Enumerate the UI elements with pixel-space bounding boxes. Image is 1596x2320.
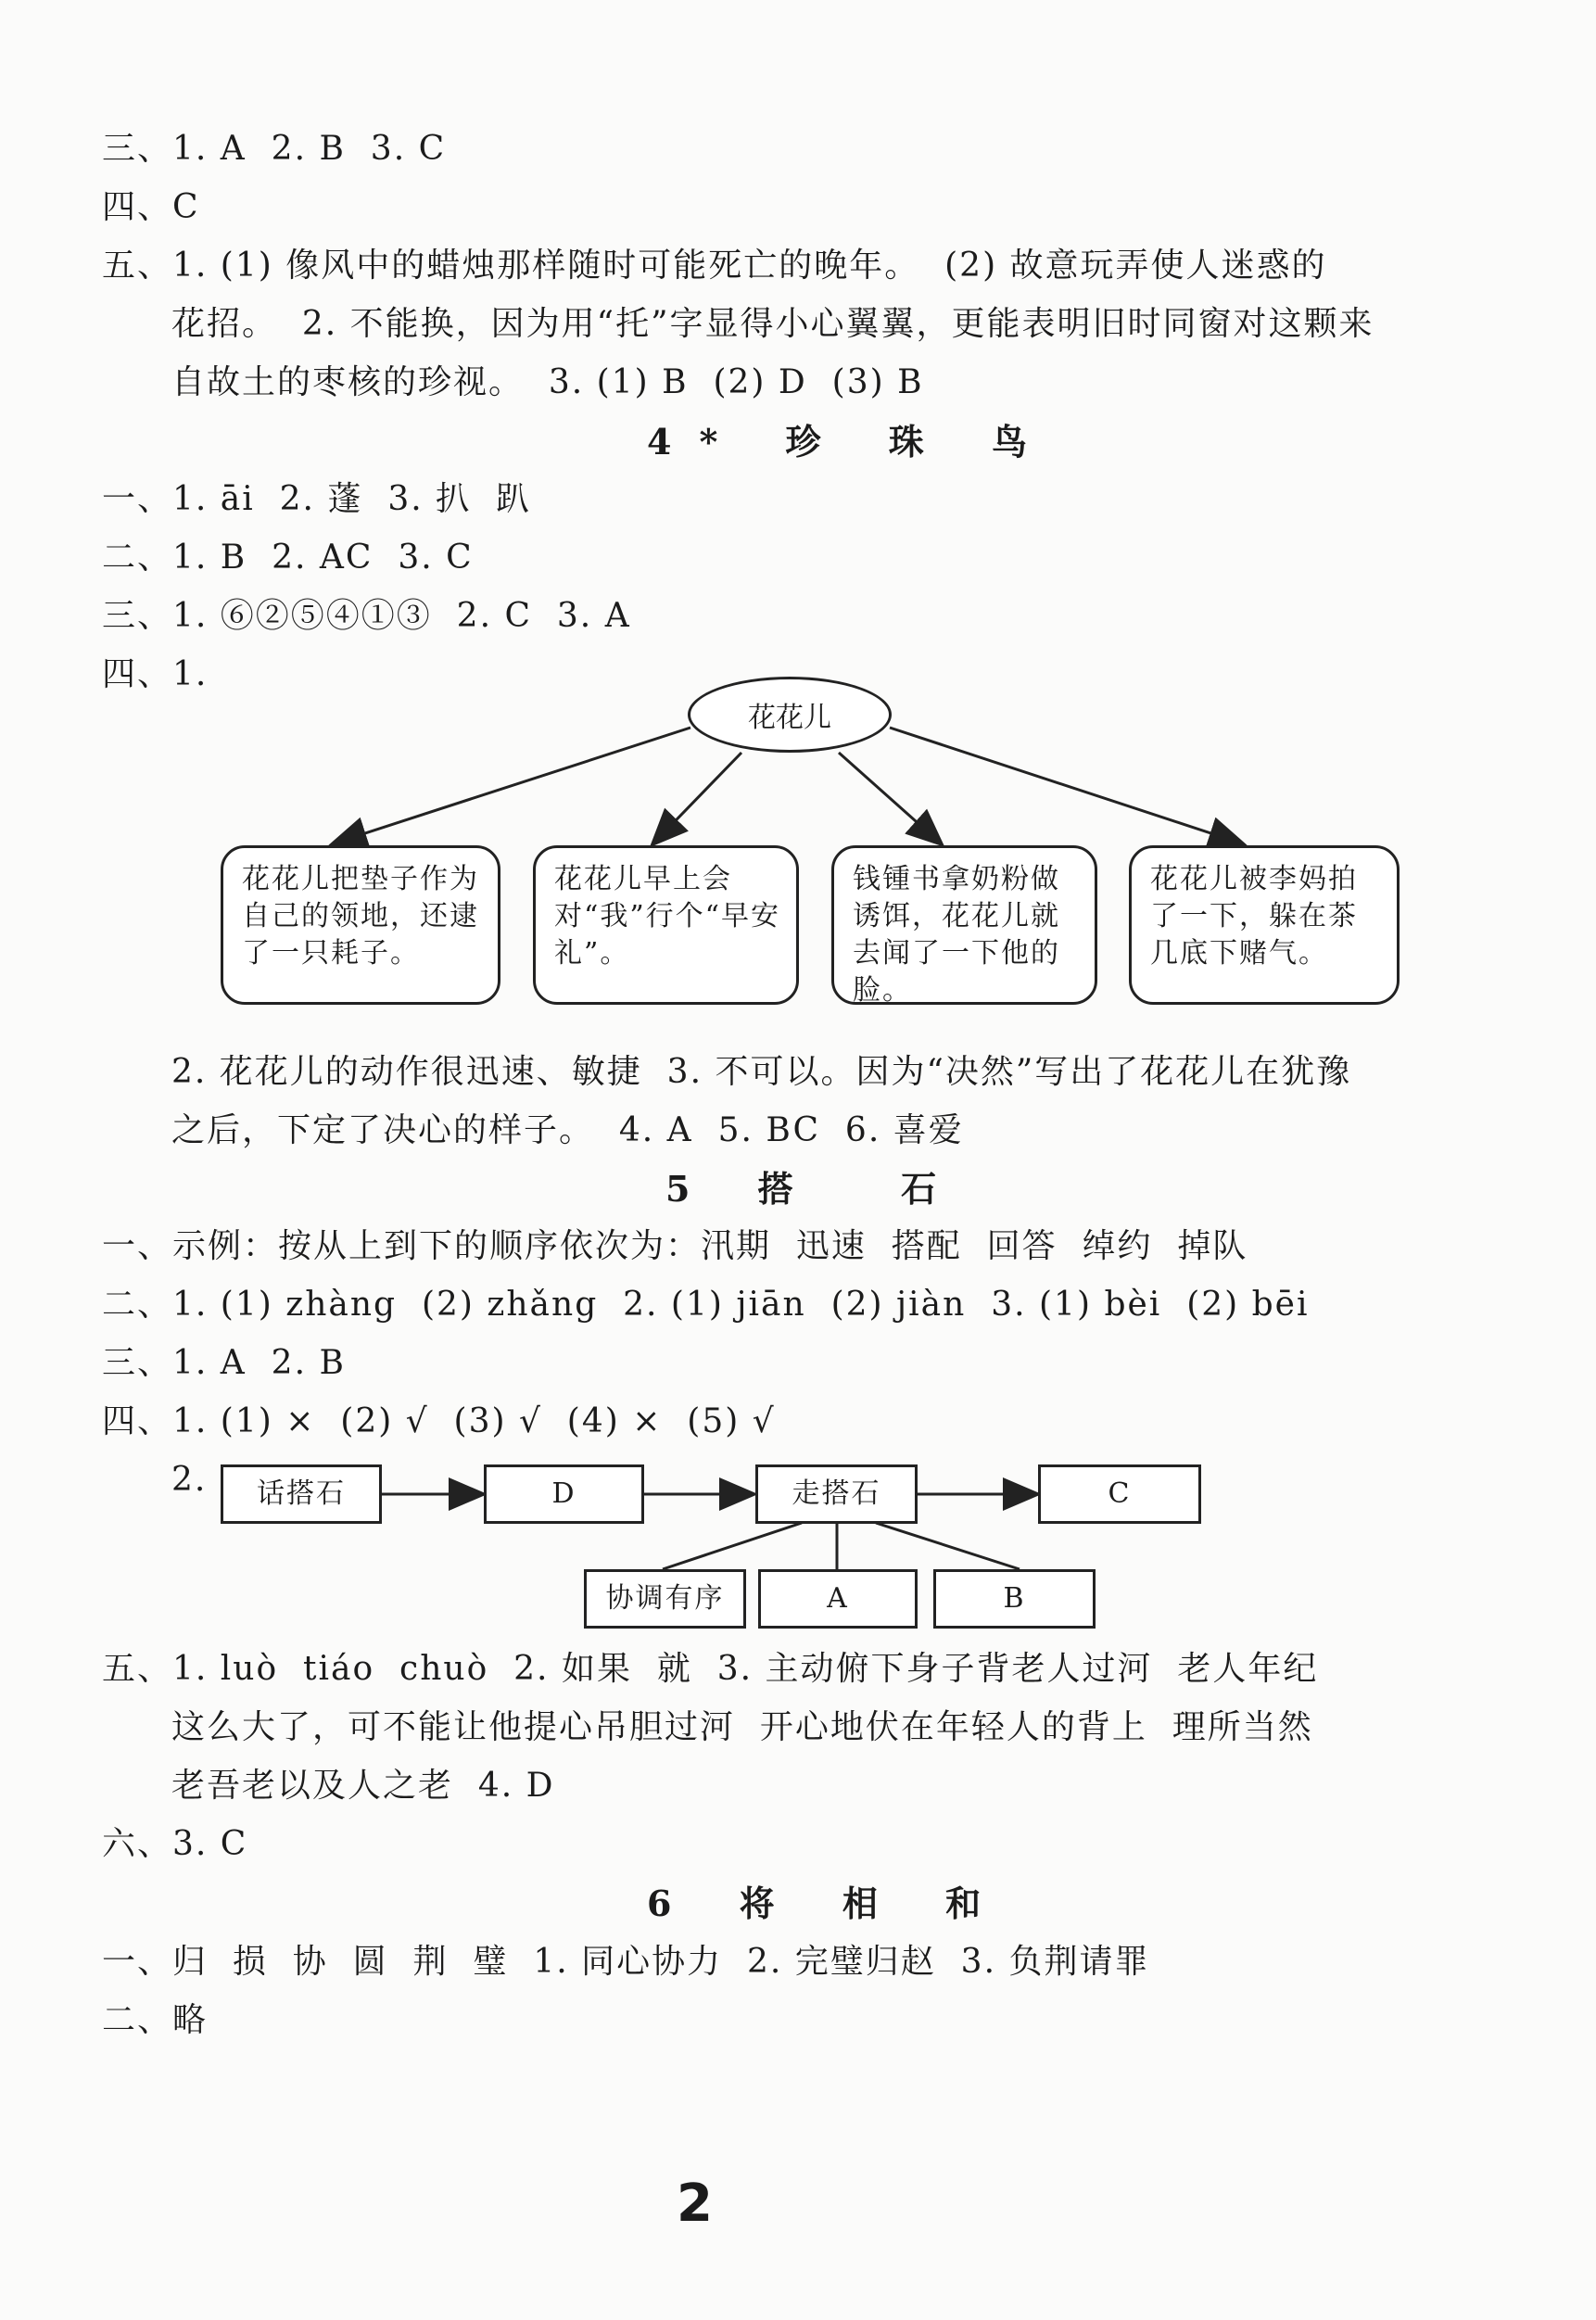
answer-line-1: 三、1. A 2. B 3. C xyxy=(102,130,447,168)
page-number: 2 xyxy=(677,2174,713,2234)
answer-line-2: 四、C xyxy=(102,188,200,226)
answer-line-19: 老吾老以及人之老 4. D xyxy=(171,1767,555,1805)
diagram2-child2: A xyxy=(758,1569,918,1629)
diagram2-child3: B xyxy=(933,1569,1096,1629)
answer-line-16: 2. xyxy=(171,1461,208,1499)
diagram1-root: 花花儿 xyxy=(688,677,892,753)
section-title-5: 5 搭 石 xyxy=(665,1168,965,1210)
diagram1-box4: 花花儿被李妈拍了一下，躲在茶几底下赌气。 xyxy=(1129,845,1400,1005)
diagram1-box1: 花花儿把垫子作为自己的领地，还逮了一只耗子。 xyxy=(221,845,500,1005)
answer-line-13: 二、1. (1) zhàng (2) zhǎng 2. (1) jiān (2) jiàn 3. (1) bèi (2) bēi xyxy=(102,1286,1310,1324)
answer-line-6: 一、1. āi 2. 蓬 3. 扒 趴 xyxy=(102,480,532,518)
answer-line-11: 之后，下定了决心的样子。 4. A 5. BC 6. 喜爱 xyxy=(171,1111,964,1149)
diagram2-node4: C xyxy=(1038,1464,1201,1524)
answer-line-15: 四、1. (1) × (2) √ (3) √ (4) × (5) √ xyxy=(102,1402,776,1440)
diagram2-node3: 走搭石 xyxy=(755,1464,918,1524)
answer-line-21: 一、归 损 协 圆 荆 璧 1. 同心协力 2. 完璧归赵 3. 负荆请罪 xyxy=(102,1943,1150,1981)
answer-line-5: 自故土的枣核的珍视。 3. (1) B (2) D (3) B xyxy=(171,363,924,401)
diagram2-node1: 话搭石 xyxy=(221,1464,382,1524)
answer-line-7: 二、1. B 2. AC 3. C xyxy=(102,539,474,577)
diagram2-node2: D xyxy=(484,1464,644,1524)
answer-line-10: 2. 花花儿的动作很迅速、敏捷 3. 不可以。因为“决然”写出了花花儿在犹豫 xyxy=(171,1053,1352,1091)
answer-line-20: 六、3. C xyxy=(102,1825,248,1863)
answer-line-3: 五、1. (1) 像风中的蜡烛那样随时可能死亡的晚年。 (2) 故意玩弄使人迷惑的 xyxy=(102,247,1327,285)
arrow-to-box2 xyxy=(653,753,741,843)
answer-line-4: 花招。 2. 不能换，因为用“托”字显得小心翼翼，更能表明旧时同窗对这颗来 xyxy=(171,305,1374,343)
branch-c1 xyxy=(663,1523,802,1569)
answer-line-17: 五、1. luò tiáo chuò 2. 如果 就 3. 主动俯下身子背老人过河 老人年纪 xyxy=(102,1650,1319,1688)
answer-line-18: 这么大了，可不能让他提心吊胆过河 开心地伏在年轻人的背上 理所当然 xyxy=(171,1708,1313,1746)
arrow-to-box3 xyxy=(839,753,941,843)
answer-line-22: 二、略 xyxy=(102,2001,209,2039)
diagram1-box2: 花花儿早上会对“我”行个“早安礼”。 xyxy=(533,845,799,1005)
answer-line-8: 三、1. ⑥②⑤④①③ 2. C 3. A xyxy=(102,597,631,635)
section-title-4: 4* 珍 珠 鸟 xyxy=(647,421,1056,463)
branch-c3 xyxy=(876,1523,1020,1569)
answer-line-9: 四、1. xyxy=(102,655,209,693)
answer-line-12: 一、示例：按从上到下的顺序依次为：汛期 迅速 搭配 回答 绰约 掉队 xyxy=(102,1227,1248,1265)
answer-line-14: 三、1. A 2. B xyxy=(102,1344,346,1382)
diagram2-child1: 协调有序 xyxy=(584,1569,746,1629)
section-title-6: 6 将 相 和 xyxy=(647,1883,1009,1924)
arrow-to-box1 xyxy=(334,728,690,843)
arrow-to-box4 xyxy=(890,728,1242,843)
diagram1-box3: 钱锺书拿奶粉做诱饵，花花儿就去闻了一下他的脸。 xyxy=(831,845,1097,1005)
